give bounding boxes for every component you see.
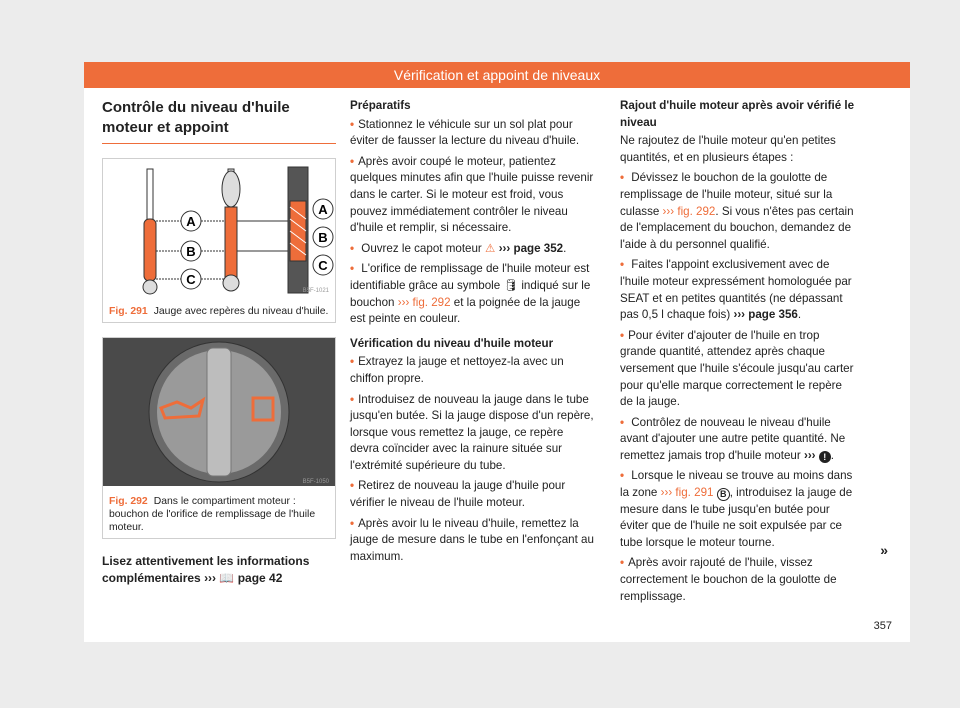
bullet: • Pour éviter d'ajouter de l'huile en trop grande quantité, attendez après chaque versement que l'huile s'écoule jusqu'au carter pour qu'elle marque correctement le repère de la jauge. xyxy=(620,328,856,411)
bullet: • Retirez de nouveau la jauge d'huile pour vérifier le niveau de l'huile moteur. xyxy=(350,478,594,511)
bullet: • Introduisez de nouveau la jauge dans le tube jusqu'en butée. Si la jauge dispose d'un repère, lorsque vous remettez la jauge, ce repère devra coïncider avec la rainure située sur l'extrémité supérieure du tube. xyxy=(350,392,594,475)
figure-link[interactable]: ››› fig. 292 xyxy=(662,204,716,218)
label-c: C xyxy=(186,272,196,287)
check-heading: Vérification du niveau d'huile moteur xyxy=(350,336,554,350)
figure-code: B5F-1021 xyxy=(302,288,329,294)
label-b-right: B xyxy=(318,230,328,245)
caution-icon[interactable]: ! xyxy=(819,451,831,463)
figure-caption xyxy=(103,301,335,322)
figure-number: Fig. 292 xyxy=(109,496,148,508)
bullet: • Ouvrez le capot moteur ⚠ ››› page 352. xyxy=(350,241,594,258)
label-a: A xyxy=(186,214,196,229)
arrows: ››› xyxy=(803,448,816,462)
dipstick-illustration xyxy=(103,159,335,295)
warning-icon: ⚠ xyxy=(485,241,496,255)
oil-can-icon: 🛢 xyxy=(503,278,519,292)
bullet-text: L'orifice de remplissage de l'huile moteur est identifiable grâce au symbole xyxy=(350,262,590,292)
figure-link[interactable]: ››› fig. 292 xyxy=(397,295,451,309)
bullet-text: Dévissez le bouchon de la goulotte de remplissage de l'huile moteur, situé sur la culasse xyxy=(620,171,833,218)
figure-link[interactable]: ››› fig. 291 xyxy=(660,486,714,500)
notice-text: Lisez attentivement les informations complémentaires xyxy=(102,554,310,586)
section-heading: Contrôle du niveau d'huile moteur et appoint xyxy=(102,98,336,144)
notice xyxy=(102,553,336,587)
oil-cap-illustration xyxy=(103,338,335,486)
bullet: • Après avoir coupé le moteur, patientez quelques minutes afin que l'huile puisse revenir dans le carter. Si le moteur est froid, vous pouvez immédiatement contrôler le niveau d'huile et remplir, si nécessaire. xyxy=(350,154,594,237)
bullet xyxy=(620,257,856,323)
bullet: • Contrôlez de nouveau le niveau d'huile avant d'ajouter une autre petite quantité. Ne remettez jamais trop d'huile moteur ››› ! . xyxy=(620,415,856,465)
figure-292 xyxy=(102,337,336,540)
bullet: • Après avoir lu le niveau d'huile, remettez la jauge de mesure dans le tube en l'enfonçant au maximum. xyxy=(350,516,594,566)
refill-heading: Rajout d'huile moteur après avoir vérifié le niveau xyxy=(620,99,855,129)
bullet: • Après avoir rajouté de l'huile, vissez correctement le bouchon de la goulotte de remplissage. xyxy=(620,555,856,605)
label-b: B xyxy=(186,244,196,259)
continued-marker: » xyxy=(880,542,888,558)
column-middle xyxy=(350,98,594,569)
figure-caption xyxy=(103,491,335,538)
figure-291 xyxy=(102,158,336,323)
bullet xyxy=(350,261,594,327)
bullet-text: Contrôlez de nouveau le niveau d'huile avant d'ajouter une autre petite quantité. Ne remettez jamais trop d'huile moteur xyxy=(620,415,846,462)
bullet xyxy=(620,170,856,253)
bullet-text: et la poignée de la jauge est peinte en couleur. xyxy=(350,295,581,326)
bullet-text: , introduisez la jauge de mesure dans le tube jusqu'en butée pour éviter que de l'huile ne soit expulsée par ce tube lorsque le moteur tourne. xyxy=(620,486,853,549)
column-left xyxy=(102,98,336,587)
book-icon: 📖 xyxy=(219,571,235,586)
notice-page: page 42 xyxy=(237,571,283,586)
bullet-text: . xyxy=(797,308,802,322)
bullet-text: Faites l'appoint exclusivement avec de l'huile moteur expressément homologuée par SEAT et en petites quantités (ne dépassant pas 0,5 l chaque fois) xyxy=(620,258,852,322)
bullet-text: . Si vous n'êtes pas certain de l'emplacement du bouchon, demandez de l'aide à du personnel qualifié. xyxy=(620,204,854,251)
page-number: 357 xyxy=(873,620,892,632)
column-right xyxy=(620,98,856,609)
label-c-right: C xyxy=(318,258,328,273)
prep-heading: Préparatifs xyxy=(350,99,411,112)
bullet: • Stationnez le véhicule sur un sol plat pour éviter de fausser la lecture du niveau d'huile. xyxy=(350,117,594,150)
page-link[interactable]: ››› page 352 xyxy=(498,241,564,255)
page-header: Vérification et appoint de niveaux xyxy=(84,62,910,88)
figure-number: Fig. 291 xyxy=(109,305,148,317)
figure-caption-text: Jauge avec repères du niveau d'huile. xyxy=(153,305,329,317)
mark-b: B xyxy=(717,488,730,501)
notice-arrows: ››› xyxy=(204,571,217,586)
manual-page xyxy=(84,62,910,642)
page-link[interactable]: ››› page 356 xyxy=(733,308,798,322)
bullet xyxy=(620,468,856,551)
bullet-text: Lorsque le niveau se trouve au moins dans la zone xyxy=(620,469,853,500)
intro-text: Ne rajoutez de l'huile moteur qu'en petites quantités, et en plusieurs étapes : xyxy=(620,134,836,164)
bullet-text: indiqué sur le bouchon xyxy=(350,278,591,309)
bullet-text: Ouvrez le capot moteur xyxy=(361,241,482,255)
bullet: • Extrayez la jauge et nettoyez-la avec un chiffon propre. xyxy=(350,354,594,387)
label-a-right: A xyxy=(318,202,328,217)
figure-caption-text: Dans le compartiment moteur : bouchon de l'orifice de remplissage de l'huile moteur. xyxy=(109,496,316,534)
figure-code: B5F-1050 xyxy=(302,478,329,485)
